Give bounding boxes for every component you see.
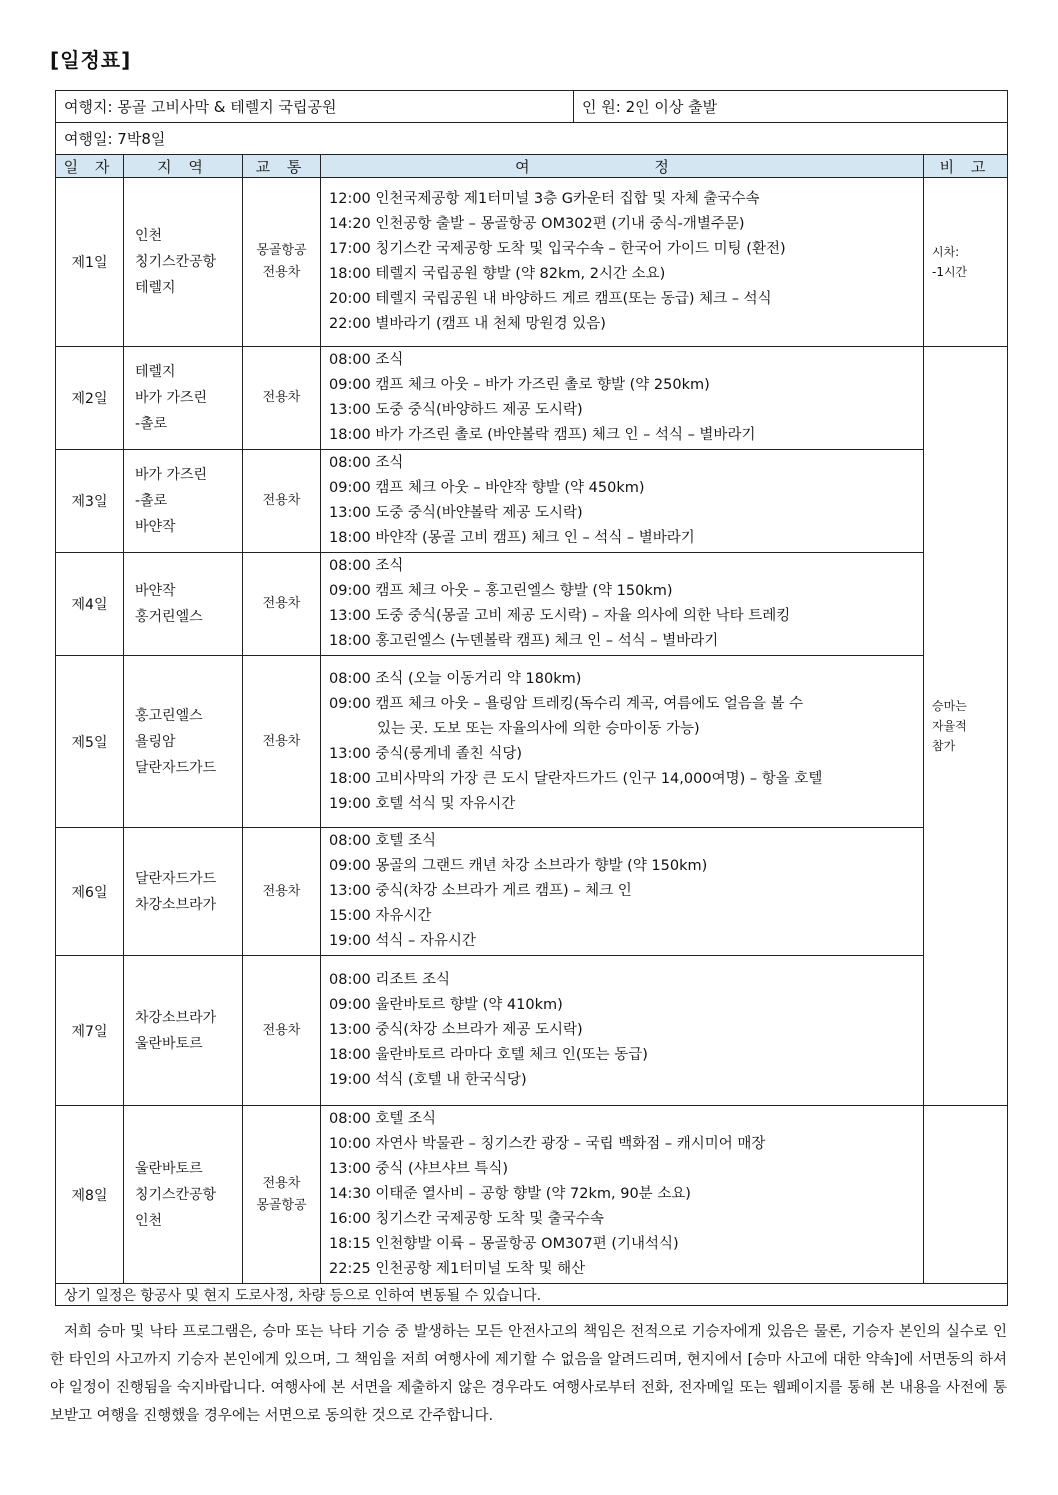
- day-row: [56, 450, 1008, 553]
- itinerary-item: 13:00 도중 중식(몽골 고비 제공 도시락) – 자율 의사에 의한 낙타 트레킹: [329, 608, 791, 624]
- itinerary-item: 13:00 중식(차강 소브라가 게르 캠프) – 체크 인: [329, 883, 632, 899]
- region-line: 인천: [135, 1212, 163, 1229]
- itinerary-item: 08:00 조식: [329, 455, 404, 471]
- itinerary-item: 18:00 홍고린엘스 (누덴볼락 캠프) 체크 인 – 석식 – 별바라기: [329, 633, 719, 649]
- itinerary-cell: [321, 956, 924, 1106]
- region-cell: [124, 347, 243, 450]
- transport-line: 전용차: [262, 1175, 301, 1191]
- day-row: [56, 1106, 1008, 1284]
- itinerary-item: 08:00 리조트 조식: [329, 972, 451, 988]
- day-cell: 제1일: [56, 178, 124, 347]
- region-line: 달란자드가드: [135, 870, 217, 887]
- day-row: [56, 347, 1008, 450]
- region-line: 칭기스칸공항: [135, 254, 217, 270]
- itinerary-item: 19:00 석식 – 자유시간: [329, 933, 476, 949]
- disclaimer-paragraph: 저희 승마 및 낙타 프로그램은, 승마 또는 낙타 기승 중 발생하는 모든 안전사고의 책임은 전적으로 기승자에게 있음은 물론, 기승자 본인의 실수로 인한 타인의 사고까지 기승자 본인에게 있으며, 그 책임을 저희 여행사에 제기할 수 없음을 알려드리며, 현지에서 [승마 사고에 대한 약속]에 서면동의 하셔야 일정이 진행됨을 숙지바랍니다. 여행사에 본 서면을 제출하지 않은 경우라도 여행사로부터 전화, 전자메일 또는 웹페이지를 통해 본 내용을 사전에 통보받고 여행을 진행했을 경우에는 서면으로 동의한 것으로 간주합니다.: [50, 1324, 1007, 1424]
- note-line: 시차:: [932, 245, 960, 259]
- region-line: 테렐지: [135, 364, 176, 380]
- transport-cell: [243, 828, 321, 956]
- itinerary-item: 18:00 테렐지 국립공원 향발 (약 82km, 2시간 소요): [329, 266, 666, 282]
- itinerary-item: 14:20 인천공항 출발 – 몽골항공 OM302편 (기내 중식-개별주문): [329, 216, 745, 232]
- transport-cell: [243, 178, 321, 347]
- duration-cell: 여행일: 7박8일: [56, 123, 1008, 155]
- transport-line: 몽골항공: [256, 243, 307, 258]
- region-line: 인천: [135, 228, 163, 244]
- itinerary-item: 17:00 칭기스칸 국제공항 도착 및 입국수속 – 한국어 가이드 미팅 (환전): [329, 241, 786, 257]
- itinerary-item: 08:00 조식: [329, 352, 404, 368]
- region-line: 차강소브라가: [135, 1009, 217, 1026]
- region-line: 홍거린엘스: [135, 609, 203, 625]
- note-cell: [924, 1106, 1008, 1284]
- region-line: 홍고린엘스: [135, 707, 203, 724]
- schedule-table: [55, 90, 1008, 1306]
- transport-line: 전용차: [262, 596, 301, 611]
- transport-cell: [243, 347, 321, 450]
- itinerary-item: 09:00 몽골의 그랜드 캐년 차강 소브라가 향발 (약 150km): [329, 858, 708, 874]
- region-line: 바얀작: [135, 519, 176, 535]
- transport-line: 몽골항공: [256, 1197, 307, 1213]
- region-cell: [124, 450, 243, 553]
- day-cell: 제8일: [56, 1106, 124, 1284]
- day-cell: 제6일: [56, 828, 124, 956]
- itinerary-item: 18:00 고비사막의 가장 큰 도시 달란자드가드 (인구 14,000여명) – 항올 호텔: [329, 770, 823, 787]
- transport-cell: [243, 956, 321, 1106]
- itinerary-cell: [321, 450, 924, 553]
- itinerary-cell: [321, 1106, 924, 1284]
- itinerary-item: 15:00 자유시간: [329, 908, 432, 924]
- region-line: -촐로: [135, 416, 168, 432]
- region-line: 울란바토르: [135, 1160, 203, 1177]
- itinerary-item: 09:00 캠프 체크 아웃 – 바얀작 향발 (약 450km): [329, 480, 645, 496]
- day-cell: 제2일: [56, 347, 124, 450]
- itinerary-item-continued: 있는 곳. 도보 또는 자율의사에 의한 승마이동 가능): [377, 720, 700, 737]
- itinerary-item: 18:00 바얀작 (몽골 고비 캠프) 체크 인 – 석식 – 별바라기: [329, 530, 695, 546]
- itinerary-item: 19:00 호텔 석식 및 자유시간: [329, 795, 516, 812]
- col-head-transport: 교 통: [243, 155, 321, 178]
- itinerary-item: 20:00 테렐지 국립공원 내 바양하드 게르 캠프(또는 동급) 체크 – 석식: [329, 291, 772, 307]
- region-cell: [124, 956, 243, 1106]
- day-row: [56, 553, 1008, 656]
- col-head-itinerary: 여 정: [321, 155, 924, 178]
- transport-line: 전용차: [262, 493, 301, 508]
- day-cell: 제4일: [56, 553, 124, 656]
- col-head-day: 일 자: [56, 155, 124, 178]
- itinerary-item: 09:00 캠프 체크 아웃 – 홍고린엘스 향발 (약 150km): [329, 583, 673, 599]
- transport-line: 전용차: [262, 733, 301, 749]
- itinerary-cell: [321, 347, 924, 450]
- region-line: 테렐지: [135, 280, 176, 296]
- region-line: 바얀작: [135, 583, 176, 599]
- itinerary-item: 13:00 중식 (샤브샤브 특식): [329, 1161, 508, 1177]
- people-cell: 인 원: 2인 이상 출발: [574, 91, 1008, 123]
- itinerary-item: 18:00 바가 가즈린 촐로 (바얀볼락 캠프) 체크 인 – 석식 – 별바라기: [329, 427, 756, 443]
- day-row: [56, 828, 1008, 956]
- day-cell: 제3일: [56, 450, 124, 553]
- note-line: 승마는: [932, 699, 967, 713]
- transport-cell: [243, 553, 321, 656]
- region-line: 바가 가즈린: [135, 467, 208, 483]
- region-cell: [124, 553, 243, 656]
- region-cell: [124, 178, 243, 347]
- note-line: 자율적: [932, 719, 967, 733]
- itinerary-item: 22:00 별바라기 (캠프 내 천체 망원경 있음): [329, 316, 606, 332]
- region-line: 욜링암: [135, 733, 176, 750]
- itinerary-item: 08:00 조식 (오늘 이동거리 약 180km): [329, 670, 582, 687]
- transport-cell: [243, 1106, 321, 1284]
- itinerary-item: 10:00 자연사 박물관 – 칭기스칸 광장 – 국립 백화점 – 캐시미어 매장: [329, 1136, 766, 1152]
- region-line: 칭기스칸공항: [135, 1186, 217, 1203]
- day-row: [56, 956, 1008, 1106]
- footer-note: 상기 일정은 항공사 및 현지 도로사정, 차량 등으로 인하여 변동될 수 있습니다.: [56, 1284, 1008, 1306]
- col-head-region: 지 역: [124, 155, 243, 178]
- itinerary-item: 13:00 도중 중식(바얀볼락 제공 도시락): [329, 505, 583, 521]
- itinerary-cell: [321, 828, 924, 956]
- day-cell: 제5일: [56, 656, 124, 828]
- col-head-note: 비 고: [924, 155, 1008, 178]
- region-cell: [124, 828, 243, 956]
- itinerary-item: 08:00 조식: [329, 558, 404, 574]
- itinerary-item: 14:30 이태준 열사비 – 공항 향발 (약 72km, 90분 소요): [329, 1186, 691, 1202]
- itinerary-item: 13:00 도중 중식(바양하드 제공 도시락): [329, 402, 583, 418]
- note-cell: [924, 178, 1008, 347]
- destination-cell: 여행지: 몽골 고비사막 & 테렐지 국립공원: [56, 91, 574, 123]
- note-line: 참가: [932, 739, 956, 753]
- day-row: [56, 178, 1008, 347]
- itinerary-item: 13:00 중식(차강 소브라가 제공 도시락): [329, 1022, 583, 1038]
- transport-line: 전용차: [262, 265, 301, 280]
- itinerary-item: 08:00 호텔 조식: [329, 833, 437, 849]
- itinerary-cell: [321, 178, 924, 347]
- transport-line: 전용차: [262, 883, 301, 899]
- region-line: 바가 가즈린: [135, 390, 208, 406]
- region-cell: [124, 656, 243, 828]
- itinerary-cell: [321, 656, 924, 828]
- region-line: 울란바토르: [135, 1035, 203, 1052]
- day-row: [56, 656, 1008, 828]
- itinerary-item: 18:15 인천향발 이륙 – 몽골항공 OM307편 (기내석식): [329, 1236, 679, 1252]
- transport-cell: [243, 450, 321, 553]
- itinerary-item: 09:00 울란바토르 향발 (약 410km): [329, 997, 563, 1013]
- region-line: -촐로: [135, 493, 168, 509]
- itinerary-item: 09:00 캠프 체크 아웃 – 바가 가즈린 촐로 향발 (약 250km): [329, 377, 710, 393]
- region-cell: [124, 1106, 243, 1284]
- region-line: 달란자드가드: [135, 759, 217, 776]
- note-cell: [924, 347, 1008, 1106]
- note-line: -1시간: [932, 265, 968, 279]
- transport-line: 전용차: [262, 1022, 301, 1038]
- itinerary-item: 18:00 울란바토르 라마다 호텔 체크 인(또는 동급): [329, 1047, 648, 1063]
- transport-line: 전용차: [262, 390, 301, 405]
- itinerary-item: 12:00 인천국제공항 제1터미널 3층 G카운터 집합 및 자체 출국수속: [329, 191, 760, 207]
- itinerary-item-line: 09:00 캠프 체크 아웃 – 욜링암 트레킹(독수리 계곡, 여름에도 얼음을 볼 수: [329, 695, 804, 712]
- itinerary-item: 16:00 칭기스칸 국제공항 도착 및 출국수속: [329, 1211, 604, 1227]
- itinerary-item: 19:00 석식 (호텔 내 한국식당): [329, 1072, 527, 1088]
- transport-cell: [243, 656, 321, 828]
- itinerary-item: 08:00 호텔 조식: [329, 1111, 437, 1127]
- itinerary-item: [329, 692, 915, 742]
- page-title: [일정표]: [50, 48, 132, 72]
- itinerary-item: 13:00 중식(룽게네 졸친 식당): [329, 745, 522, 762]
- itinerary-item: 22:25 인천공항 제1터미널 도착 및 해산: [329, 1261, 586, 1277]
- region-line: 차강소브라가: [135, 896, 217, 913]
- itinerary-cell: [321, 553, 924, 656]
- day-cell: 제7일: [56, 956, 124, 1106]
